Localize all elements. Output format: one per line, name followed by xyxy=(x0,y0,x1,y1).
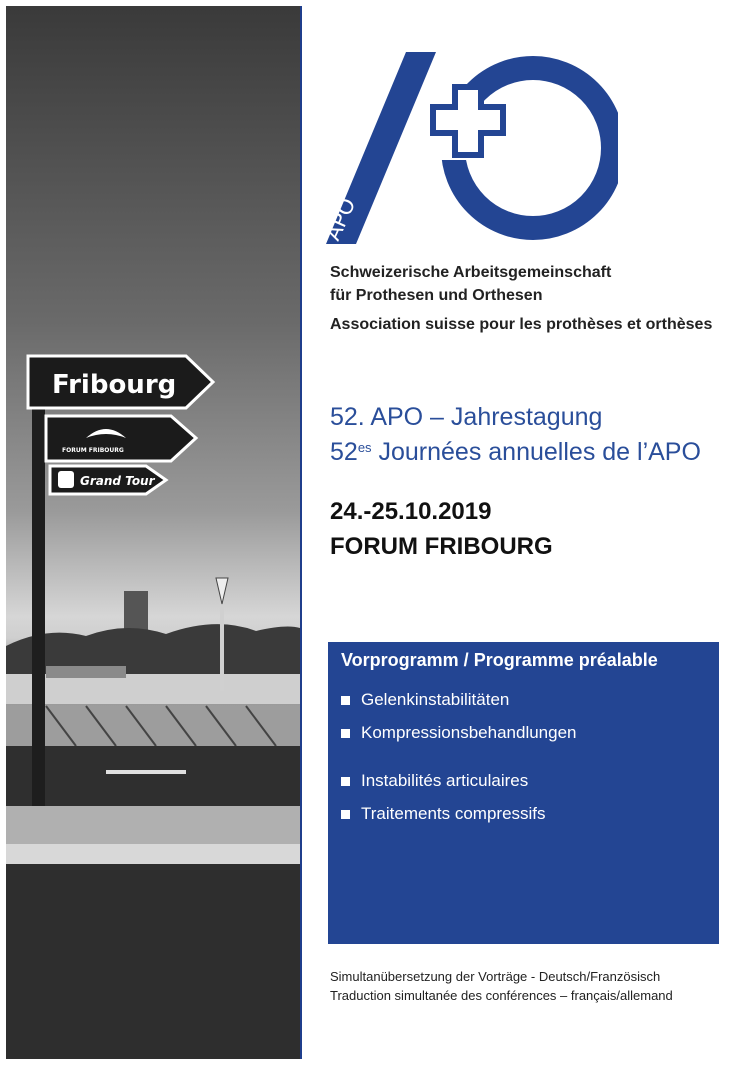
event-title-fr-text: Journées annuelles de l’APO xyxy=(371,438,701,466)
logo-text: APO xyxy=(320,194,361,245)
org-name-de-line1: Schweizerische Arbeitsgemeinschaft xyxy=(330,264,612,281)
translation-note-de: Simultanübersetzung der Vorträge - Deutsch/Französisch xyxy=(330,969,661,984)
program-topic xyxy=(341,690,509,710)
program-topic-label: Kompressionsbehandlungen xyxy=(361,723,577,742)
org-name-de-line2: für Prothesen und Orthesen xyxy=(330,287,543,304)
sidewalk xyxy=(6,806,300,846)
program-topic-label: Traitements compressifs xyxy=(361,804,546,823)
road xyxy=(6,746,300,806)
yield-sign xyxy=(216,578,228,604)
event-title-fr-number: 52 xyxy=(330,438,358,466)
program-topic-label: Gelenkinstabilitäten xyxy=(361,690,510,709)
curb xyxy=(6,844,300,864)
org-name-fr: Association suisse pour les prothèses et orthèses xyxy=(330,316,713,333)
cover-photo xyxy=(6,6,302,1059)
building xyxy=(6,674,300,704)
sign-forum-label: FORUM FRIBOURG xyxy=(62,447,124,454)
program-box xyxy=(328,642,719,944)
event-title-fr-ordinal: es xyxy=(357,440,372,455)
bullet-square-icon xyxy=(341,729,350,738)
bullet-square-icon xyxy=(341,777,350,786)
program-topic-label: Instabilités articulaires xyxy=(361,771,529,790)
event-title-fr xyxy=(330,436,701,468)
sign-grand-tour-label: Grand Tour xyxy=(80,474,155,488)
asphalt xyxy=(6,864,300,1059)
bullet-square-icon xyxy=(341,810,350,819)
event-title-de: 52. APO – Jahrestagung xyxy=(330,403,603,431)
program-title: Vorprogramm / Programme préalable xyxy=(341,650,658,670)
event-date: 24.-25.10.2019 xyxy=(330,498,492,525)
sign-pole xyxy=(32,406,45,806)
grand-tour-icon xyxy=(58,471,74,488)
road-marking xyxy=(106,770,186,774)
program-topic xyxy=(341,723,577,743)
apo-plus-logo-icon xyxy=(318,52,618,252)
program-topic xyxy=(341,804,546,824)
sign-forum xyxy=(46,416,196,461)
sign-fribourg-label: Fribourg xyxy=(52,370,177,400)
bullet-square-icon xyxy=(341,696,350,705)
program-topic xyxy=(341,771,528,791)
event-venue: FORUM FRIBOURG xyxy=(330,533,553,560)
signpost-illustration xyxy=(6,6,300,1059)
building-roof xyxy=(46,666,126,678)
translation-note-fr: Traduction simultanée des conférences – français/allemand xyxy=(330,988,673,1003)
